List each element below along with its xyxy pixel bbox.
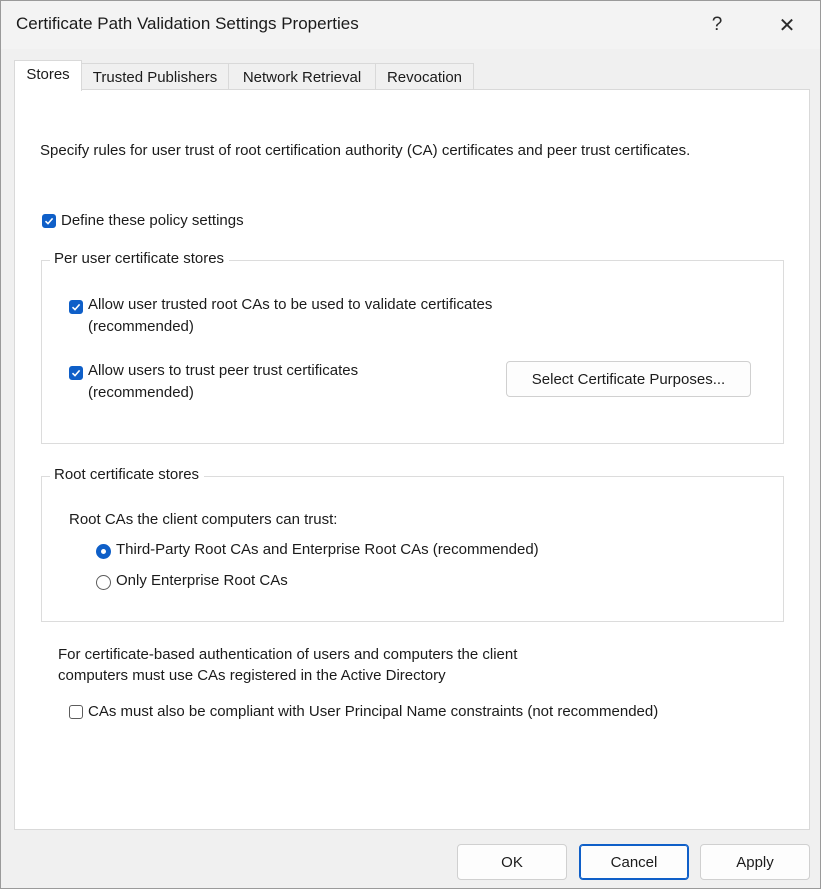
root-stores-group [41, 466, 784, 622]
help-icon: ? [711, 14, 723, 35]
enterprise-root-only-label[interactable]: Only Enterprise Root CAs [116, 572, 288, 589]
allow-peer-trust-label[interactable]: Allow users to trust peer trust certificates [88, 362, 359, 379]
allow-user-root-label[interactable]: Allow user trusted root CAs to be used to validate certificates [88, 296, 493, 313]
tab-label: Trusted Publishers [92, 69, 218, 86]
root-stores-legend: Root certificate stores [50, 466, 204, 483]
title-bar[interactable] [1, 1, 820, 49]
ok-button[interactable]: OK [457, 844, 567, 880]
enterprise-root-only-radio[interactable] [96, 575, 111, 590]
ad-note-line-2: computers must use CAs registered in the Active Directory [58, 667, 446, 684]
define-policy-label[interactable]: Define these policy settings [61, 212, 244, 229]
per-user-stores-legend: Per user certificate stores [50, 250, 229, 267]
ad-note-line-1: For certificate-based authentication of users and computers the client [58, 646, 518, 663]
tab-network-retrieval[interactable] [228, 63, 376, 90]
tab-trusted-publishers[interactable] [81, 63, 229, 90]
checkmark-icon [71, 302, 81, 312]
checkmark-icon [71, 368, 81, 378]
close-icon: ✕ [778, 14, 796, 37]
tab-label: Revocation [386, 69, 463, 86]
tab-stores[interactable] [14, 60, 82, 91]
root-cas-prompt: Root CAs the client computers can trust: [69, 511, 338, 528]
allow-user-root-label-2[interactable]: (recommended) [88, 318, 194, 335]
upn-constraint-checkbox[interactable] [69, 705, 83, 719]
description-text: Specify rules for user trust of root certification authority (CA) certificates and peer trust certificates. [40, 142, 691, 159]
allow-peer-trust-label-2[interactable]: (recommended) [88, 384, 194, 401]
help-button[interactable] [687, 1, 747, 49]
allow-peer-trust-checkbox[interactable] [69, 366, 83, 380]
apply-button[interactable]: Apply [700, 844, 810, 880]
third-party-root-radio[interactable] [96, 544, 111, 559]
allow-user-root-checkbox[interactable] [69, 300, 83, 314]
upn-constraint-label[interactable]: CAs must also be compliant with User Principal Name constraints (not recommended) [88, 703, 659, 720]
window-title: Certificate Path Validation Settings Properties [16, 14, 359, 33]
select-certificate-purposes-button[interactable]: Select Certificate Purposes... [506, 361, 751, 397]
per-user-stores-group [41, 250, 784, 444]
tab-revocation[interactable] [375, 63, 474, 90]
close-button[interactable] [757, 1, 817, 49]
tab-label: Stores [26, 66, 70, 83]
cancel-button[interactable]: Cancel [579, 844, 689, 880]
checkmark-icon [44, 216, 54, 226]
tab-label: Network Retrieval [242, 69, 362, 86]
define-policy-checkbox[interactable] [42, 214, 56, 228]
third-party-root-label[interactable]: Third-Party Root CAs and Enterprise Root CAs (recommended) [116, 541, 539, 558]
stores-tab-panel [14, 89, 810, 830]
